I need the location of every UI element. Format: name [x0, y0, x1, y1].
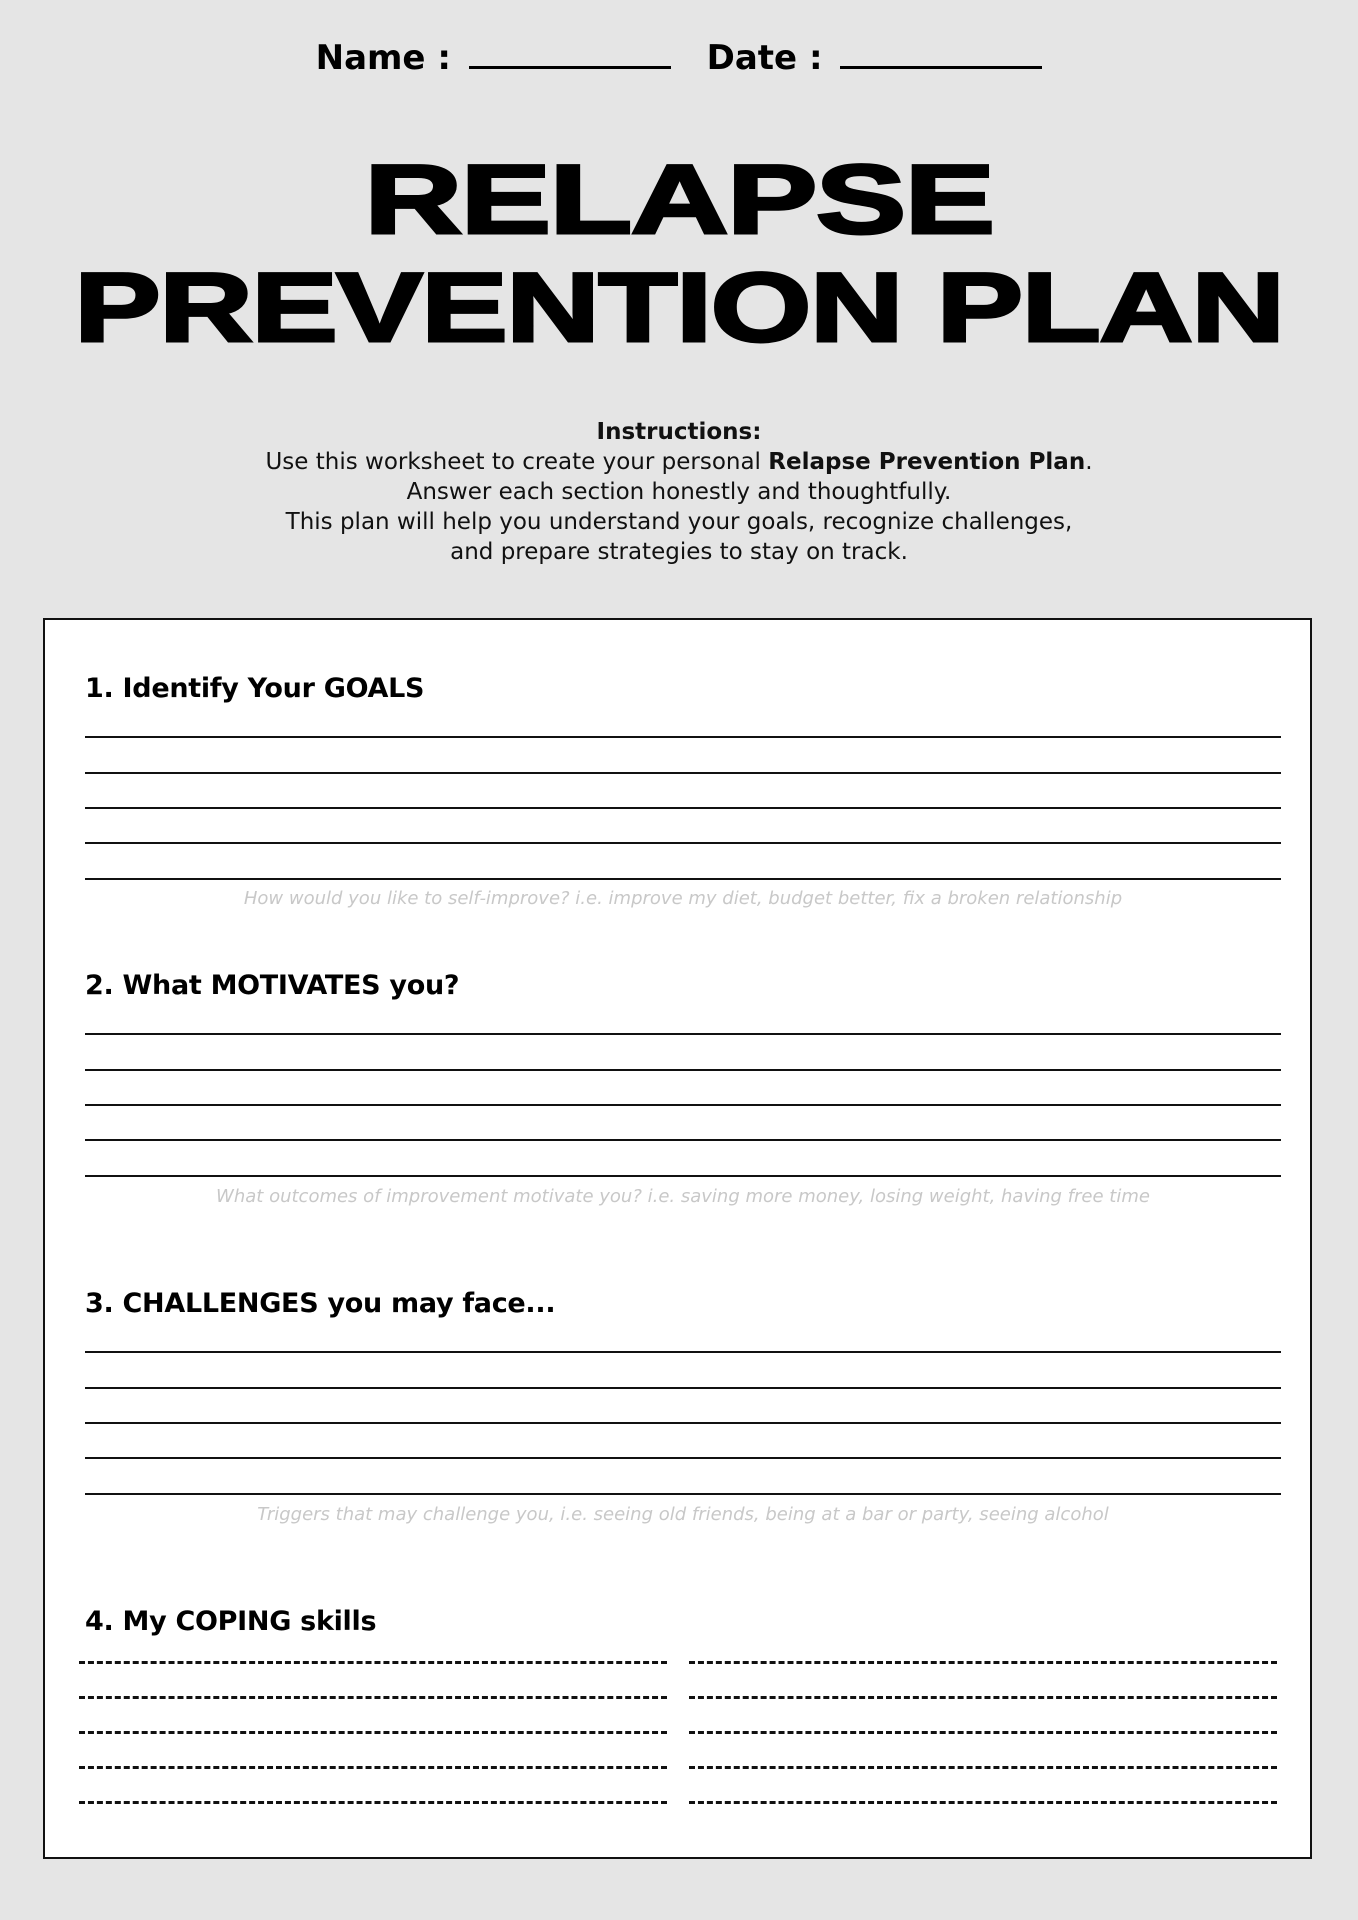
date-field[interactable] — [840, 38, 1042, 69]
section-goals-title: 1. Identify Your GOALS — [85, 673, 425, 704]
goals-line[interactable] — [85, 878, 1281, 880]
name-label: Name : — [315, 38, 451, 78]
challenges-line[interactable] — [85, 1387, 1281, 1389]
worksheet-box — [43, 618, 1312, 1859]
instructions-line-3: This plan will help you understand your goals, recognize challenges, — [285, 509, 1073, 535]
instructions-line-1-text: Use this worksheet to create your personal — [265, 449, 769, 475]
instructions-line-4: and prepare strategies to stay on track. — [450, 539, 908, 565]
section-coping-title: 4. My COPING skills — [85, 1606, 377, 1637]
goals-line[interactable] — [85, 772, 1281, 774]
goals-line[interactable] — [85, 736, 1281, 738]
challenges-line[interactable] — [85, 1422, 1281, 1424]
motivates-line[interactable] — [85, 1104, 1281, 1106]
name-group — [316, 38, 671, 78]
coping-line-left[interactable] — [79, 1661, 667, 1664]
motivates-line[interactable] — [85, 1033, 1281, 1035]
coping-line-right[interactable] — [689, 1731, 1277, 1734]
title-line-2: PREVENTION PLAN — [74, 252, 1284, 362]
motivates-line[interactable] — [85, 1069, 1281, 1071]
challenges-line[interactable] — [85, 1457, 1281, 1459]
motivates-hint: What outcomes of improvement motivate you? i.e. saving more money, losing weight, having free time — [216, 1186, 1150, 1207]
coping-line-left[interactable] — [79, 1731, 667, 1734]
coping-line-left[interactable] — [79, 1696, 667, 1699]
challenges-hint: Triggers that may challenge you, i.e. seeing old friends, being at a bar or party, seeing alcohol — [257, 1504, 1109, 1525]
coping-line-right[interactable] — [689, 1696, 1277, 1699]
title-line-1: RELAPSE — [364, 144, 994, 254]
coping-line-left[interactable] — [79, 1801, 667, 1804]
goals-hint: How would you like to self-improve? i.e. improve my diet, budget better, fix a broken relationship — [243, 888, 1123, 909]
name-date-row — [0, 38, 1358, 78]
date-label: Date : — [706, 38, 823, 78]
goals-line[interactable] — [85, 842, 1281, 844]
coping-line-right[interactable] — [689, 1801, 1277, 1804]
instructions-heading: Instructions: — [596, 419, 762, 445]
section-challenges-title: 3. CHALLENGES you may face... — [85, 1288, 556, 1319]
instructions — [0, 417, 1358, 567]
name-field[interactable] — [469, 38, 671, 69]
instructions-line-2: Answer each section honestly and thoughtfully. — [406, 479, 952, 505]
coping-line-left[interactable] — [79, 1766, 667, 1769]
instructions-line-1 — [0, 447, 1358, 477]
motivates-line[interactable] — [85, 1175, 1281, 1177]
motivates-line[interactable] — [85, 1139, 1281, 1141]
instructions-plan-name: Relapse Prevention Plan — [768, 449, 1086, 475]
coping-line-right[interactable] — [689, 1661, 1277, 1664]
instructions-line-1-period: . — [1085, 449, 1093, 475]
challenges-line[interactable] — [85, 1351, 1281, 1353]
coping-line-right[interactable] — [689, 1766, 1277, 1769]
challenges-line[interactable] — [85, 1493, 1281, 1495]
section-motivates-title: 2. What MOTIVATES you? — [85, 970, 460, 1001]
date-group — [707, 38, 1043, 78]
goals-line[interactable] — [85, 807, 1281, 809]
